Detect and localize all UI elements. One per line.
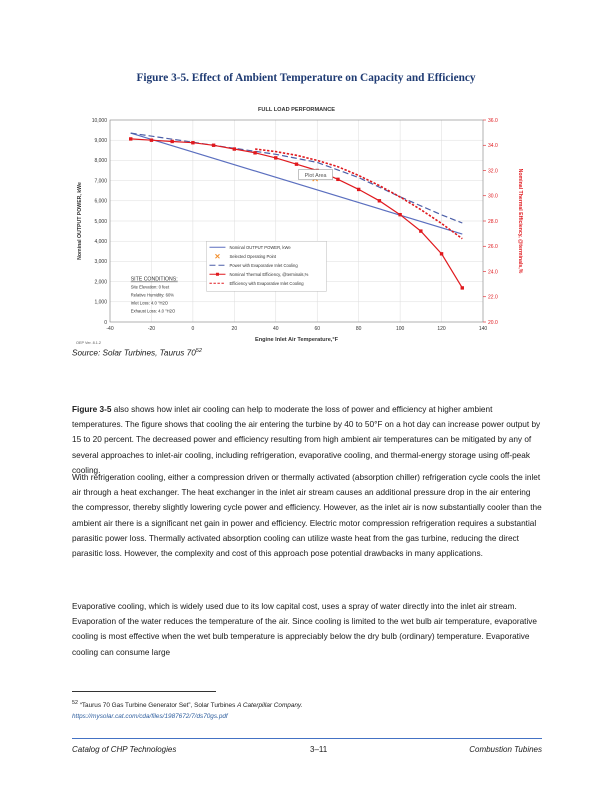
y-tick-label: 0 xyxy=(104,319,107,326)
series-point-3 xyxy=(253,151,256,154)
source-ref: 52 xyxy=(195,348,202,354)
paragraph-2: With refrigeration cooling, either a compression driven or thermally activated (absorption chiller) refrigeration cycle cools the inlet air through a heat exchanger. The heat exchanger in the inlet air stream causes an additional pressure drop in the air entering the compressor, thereby slightly lowering cycle power and efficiency. However, as the inlet air is now substantially cooler than the ambient air there is a significant net gain in power and efficiency. Electric motor compression refrigeration requires a substantial parasitic power loss. Thermally activated absorption cooling can utilize waste heat from the gas turbine, reducing the direct parasitic loss. However, the complexity and cost of this approach pose potential drawbacks in many applications. xyxy=(72,473,542,559)
x-tick-label: 60 xyxy=(314,326,321,332)
site-condition-line: Relative Humidity: 60% xyxy=(130,292,175,298)
chart-title: FULL LOAD PERFORMANCE xyxy=(258,107,335,113)
legend-label: Efficiency with Evaporative Inlet Cooling xyxy=(229,280,304,286)
footnote-company: A Caterpillar Company. xyxy=(237,702,303,710)
paragraph-3: Evaporative cooling, which is widely used due to its low capital cost, uses a spray of water directly into the inlet air stream. Evaporation of the water reduces the temperature of the air. Since cooling is limited to the wet bulb air temperature, evaporative cooling is most effective when the wet bulb temperature is appreciably below the dry bulb (ordinary) temperature. Evaporative cooling can consume large xyxy=(72,602,538,657)
y-tick-label: 3,000 xyxy=(94,259,107,266)
legend-label: Nominal OUTPUT POWER, kWe xyxy=(229,244,291,250)
legend-label: Selected Operating Point xyxy=(229,253,277,259)
x-tick-label: -20 xyxy=(147,326,156,332)
x-tick-label: 40 xyxy=(272,326,279,332)
y2-tick-label: 32.0 xyxy=(488,168,498,175)
series-point-3 xyxy=(170,140,173,143)
y-tick-label: 7,000 xyxy=(94,178,107,185)
site-condition-line: Site Elevation: 0 feet xyxy=(130,284,170,290)
site-condition-line: Inlet Loss: 4.0 "H2O xyxy=(130,300,169,306)
x-tick-label: 80 xyxy=(355,326,362,332)
y-tick-label: 2,000 xyxy=(94,279,107,286)
figure-reference[interactable]: Figure 3-5 xyxy=(72,405,112,414)
source-label: Source: Solar Turbines, Taurus 70 xyxy=(72,348,196,358)
series-point-3 xyxy=(378,199,381,202)
series-point-3 xyxy=(129,137,132,140)
page-number: 3–11 xyxy=(310,745,328,754)
plot-area-label: Plot Area xyxy=(304,172,327,179)
chart-version-note: OEP Ver. 8.1.2 xyxy=(76,341,102,345)
y2-tick-label: 24.0 xyxy=(488,269,498,276)
y-tick-label: 1,000 xyxy=(94,299,107,306)
series-line-0 xyxy=(131,133,463,234)
series-point-3 xyxy=(212,144,215,147)
y2-tick-label: 26.0 xyxy=(488,244,498,251)
paragraph-1 xyxy=(72,402,542,478)
legend-marker xyxy=(216,273,219,276)
x-tick-label: 140 xyxy=(478,326,488,332)
series-point-3 xyxy=(191,141,194,144)
x-tick-label: 0 xyxy=(191,326,195,332)
x-tick-label: 20 xyxy=(231,326,238,332)
y-tick-label: 8,000 xyxy=(94,158,107,165)
y2-tick-label: 22.0 xyxy=(488,294,498,301)
y2-tick-label: 20.0 xyxy=(488,319,498,326)
series-point-3 xyxy=(419,229,422,232)
series-point-3 xyxy=(336,178,339,181)
y-tick-label: 6,000 xyxy=(94,198,107,205)
y-tick-label: 5,000 xyxy=(94,218,107,225)
y-tick-label: 10,000 xyxy=(91,117,107,124)
footnote xyxy=(72,698,542,722)
series-point-3 xyxy=(461,286,464,289)
y2-tick-label: 28.0 xyxy=(488,218,498,225)
paragraph-1-text: also shows how inlet air cooling can help to moderate the loss of power and efficiency at higher ambient temperatures. The figure shows that cooling the air entering the turbine by 40 to 50°F on a hot day can increase power output by 15 to 20 percent. The decreased power and efficiency resulting from high ambient air temperatures can be mitigated by any of several approaches to inlet-air cooling, including refrigeration, evaporative cooling, and thermal-energy storage using off-peak cooling. xyxy=(72,405,541,475)
performance-chart xyxy=(70,100,540,348)
y2-axis-label: Nominal Thermal Efficiency, @terminals,% xyxy=(517,168,523,274)
figure-source xyxy=(72,348,202,358)
y-tick-label: 9,000 xyxy=(94,138,107,144)
y2-tick-label: 36.0 xyxy=(488,117,498,124)
footnote-link[interactable]: https://mysolar.cat.com/cda/files/1987672/7/ds70gs.pdf xyxy=(72,713,228,721)
footnote-divider xyxy=(72,691,216,692)
figure-title: Figure 3-5. Effect of Ambient Temperature on Capacity and Efficiency xyxy=(136,72,476,84)
x-tick-label: 120 xyxy=(437,326,446,332)
footer-left: Catalog of CHP Technologies xyxy=(72,745,177,754)
site-condition-line: Exhaust Loss: 4.0 "H2O xyxy=(130,308,176,314)
series-point-3 xyxy=(233,147,236,150)
legend-label: Power with Evaporative Inlet Cooling xyxy=(229,262,298,268)
y2-tick-label: 34.0 xyxy=(488,143,498,150)
series-point-3 xyxy=(274,156,277,159)
series-point-3 xyxy=(295,162,298,165)
x-tick-label: -40 xyxy=(106,326,114,332)
x-tick-label: 100 xyxy=(395,326,405,332)
series-point-3 xyxy=(150,139,153,142)
site-conditions-heading: SITE CONDITIONS: xyxy=(130,276,178,283)
footnote-text: “Taurus 70 Gas Turbine Generator Set”, Solar Turbines xyxy=(77,702,238,710)
series-point-3 xyxy=(398,213,401,216)
x-axis-label: Engine Inlet Air Temperature,°F xyxy=(254,337,339,343)
legend-label: Nominal Thermal Efficiency, @terminals,% xyxy=(229,271,309,277)
y-axis-label: Nominal OUTPUT POWER, kWe xyxy=(77,182,83,260)
footnote-number: 52 xyxy=(72,700,78,706)
series-line-2 xyxy=(131,133,463,223)
y-tick-label: 4,000 xyxy=(94,239,107,245)
y2-tick-label: 30.0 xyxy=(488,193,498,200)
footer-divider xyxy=(72,738,542,739)
series-point-3 xyxy=(357,188,360,191)
series-point-3 xyxy=(440,252,443,255)
footer-right: Combustion Tubines xyxy=(469,745,542,754)
